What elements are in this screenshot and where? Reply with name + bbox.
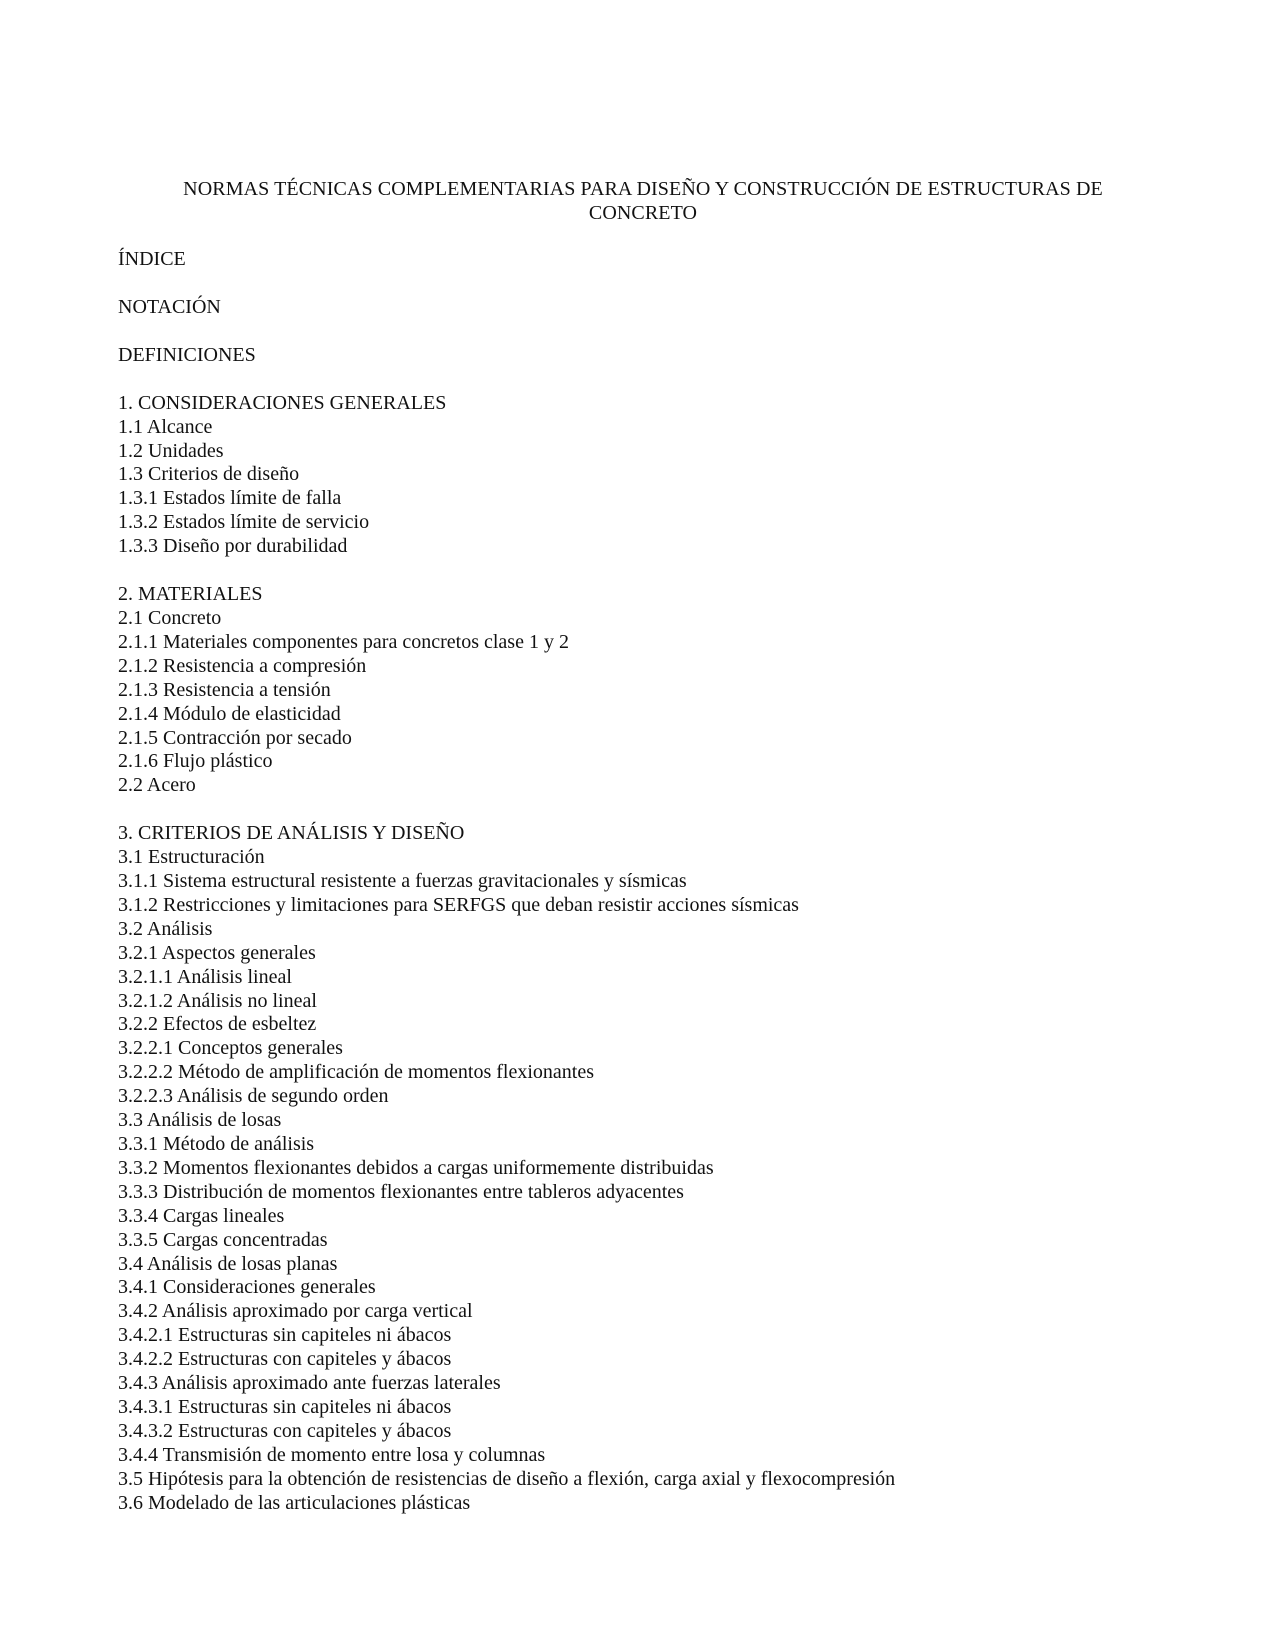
toc-item: 2.1.1 Materiales componentes para concretos clase 1 y 2: [118, 630, 569, 653]
toc-item: 3.4.3.1 Estructuras sin capiteles ni ábacos: [118, 1395, 452, 1418]
toc-item: 1.1 Alcance: [118, 415, 213, 438]
toc-item: 3.4.2 Análisis aproximado por carga vertical: [118, 1300, 473, 1323]
toc-item: 1.3.3 Diseño por durabilidad: [118, 535, 348, 558]
table-of-contents: [118, 248, 1198, 1516]
toc-front-matter-definiciones: DEFINICIONES: [118, 343, 256, 366]
toc-item: 3.2.2.1 Conceptos generales: [118, 1037, 343, 1060]
toc-section-3: [118, 822, 1198, 1515]
toc-item: 3.4.1 Consideraciones generales: [118, 1276, 376, 1299]
section-heading: 3. CRITERIOS DE ANÁLISIS Y DISEÑO: [118, 822, 465, 845]
toc-item: 3.4.2.1 Estructuras sin capiteles ni ábacos: [118, 1324, 452, 1347]
toc-front-matter-notacion: NOTACIÓN: [118, 295, 221, 318]
toc-item: 3.3 Análisis de losas: [118, 1109, 282, 1132]
toc-item: 2.1.6 Flujo plástico: [118, 750, 273, 773]
toc-item: 3.4.3.2 Estructuras con capiteles y ábacos: [118, 1419, 452, 1442]
toc-item: 3.4 Análisis de losas planas: [118, 1252, 338, 1275]
toc-item: 3.2.2.2 Método de amplificación de momentos flexionantes: [118, 1061, 594, 1084]
toc-item: 3.6 Modelado de las articulaciones plásticas: [118, 1491, 471, 1514]
toc-item: 3.2.1.2 Análisis no lineal: [118, 989, 317, 1012]
toc-section-2: [118, 583, 1198, 798]
toc-item: 2.1 Concreto: [118, 606, 222, 629]
toc-item: 3.3.5 Cargas concentradas: [118, 1228, 328, 1251]
toc-item: 2.2 Acero: [118, 774, 196, 797]
toc-item: 3.2.2.3 Análisis de segundo orden: [118, 1085, 389, 1108]
toc-item: 3.2.2 Efectos de esbeltez: [118, 1013, 317, 1036]
toc-section-1: [118, 392, 1198, 559]
toc-item: 2.1.2 Resistencia a compresión: [118, 654, 367, 677]
toc-item: 3.2.1.1 Análisis lineal: [118, 965, 292, 988]
document-title: [118, 177, 1168, 225]
toc-item: 1.3.1 Estados límite de falla: [118, 487, 342, 510]
toc-item: 3.4.3 Análisis aproximado ante fuerzas laterales: [118, 1372, 501, 1395]
section-heading: 1. CONSIDERACIONES GENERALES: [118, 391, 447, 414]
toc-item: 1.3.2 Estados límite de servicio: [118, 511, 370, 534]
toc-item: 2.1.5 Contracción por secado: [118, 726, 352, 749]
title-line: NORMAS TÉCNICAS COMPLEMENTARIAS PARA DISEÑO Y CONSTRUCCIÓN DE ESTRUCTURAS DE: [183, 178, 1103, 200]
toc-item: 2.1.4 Módulo de elasticidad: [118, 702, 341, 725]
toc-item: 2.1.3 Resistencia a tensión: [118, 678, 331, 701]
toc-item: 3.1 Estructuración: [118, 846, 265, 869]
toc-item: 3.4.4 Transmisión de momento entre losa y columnas: [118, 1443, 546, 1466]
toc-item: 1.2 Unidades: [118, 439, 224, 462]
toc-front-matter-indice: ÍNDICE: [118, 248, 186, 270]
toc-item: 3.5 Hipótesis para la obtención de resistencias de diseño a flexión, carga axial y flexocompresión: [118, 1467, 896, 1490]
toc-item: 3.3.1 Método de análisis: [118, 1133, 315, 1155]
toc-item: 3.3.4 Cargas lineales: [118, 1204, 285, 1227]
toc-item: 3.1.2 Restricciones y limitaciones para SERFGS que deban resistir acciones sísmicas: [118, 893, 799, 916]
toc-item: 3.4.2.2 Estructuras con capiteles y ábacos: [118, 1348, 452, 1371]
toc-item: 1.3 Criterios de diseño: [118, 463, 300, 486]
toc-item: 3.1.1 Sistema estructural resistente a fuerzas gravitacionales y sísmicas: [118, 870, 687, 893]
toc-item: 3.3.2 Momentos flexionantes debidos a cargas uniformemente distribuidas: [118, 1156, 714, 1179]
toc-item: 3.2 Análisis: [118, 917, 213, 940]
toc-item: 3.2.1 Aspectos generales: [118, 941, 316, 964]
toc-item: 3.3.3 Distribución de momentos flexionantes entre tableros adyacentes: [118, 1180, 684, 1203]
section-heading: 2. MATERIALES: [118, 583, 263, 606]
title-line: CONCRETO: [588, 202, 698, 224]
